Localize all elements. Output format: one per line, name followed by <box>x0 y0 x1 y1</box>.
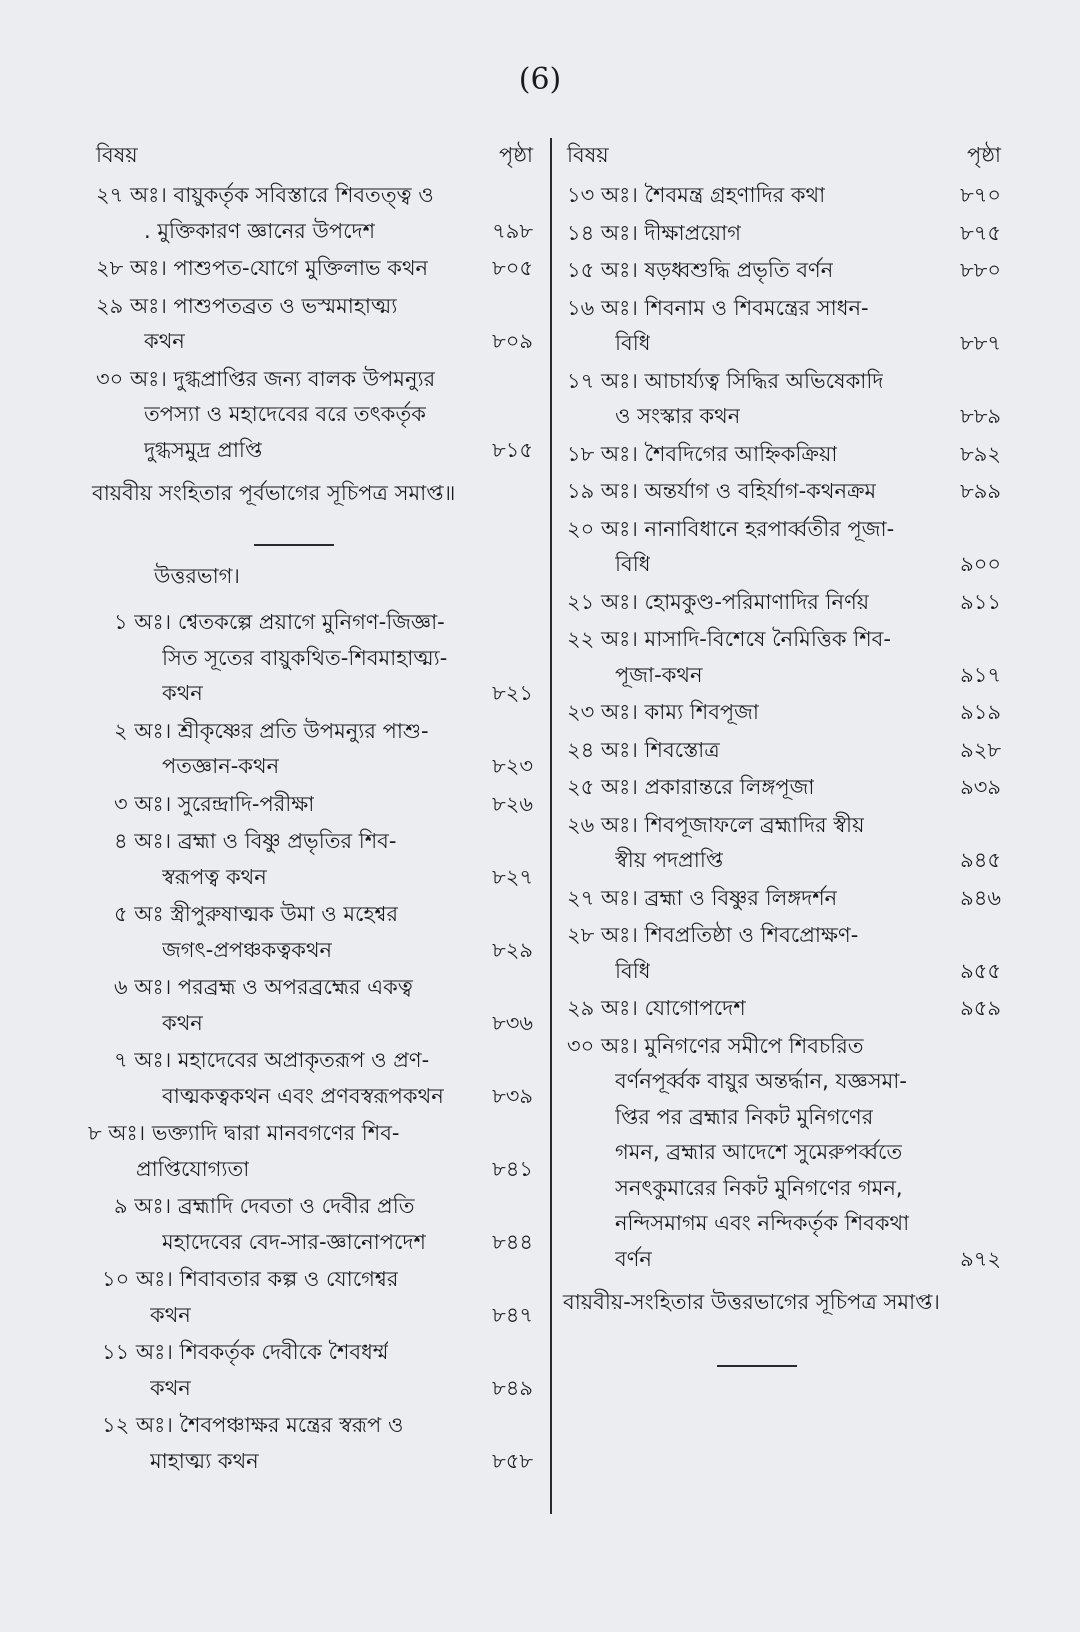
toc-entry-text: মাহাত্ম্য কথন <box>150 1448 259 1473</box>
toc-entry-line <box>567 547 1001 583</box>
toc-entry-text: ১৮ অঃ। শৈবদিগের আহ্নিকক্রিয়া <box>567 441 838 466</box>
page-heading: পৃষ্ঠা <box>966 143 1001 167</box>
toc-entry <box>96 1335 533 1406</box>
toc-entry-line <box>567 695 1001 731</box>
toc-entry-line <box>567 1171 1001 1207</box>
toc-entry <box>96 178 533 249</box>
left-header <box>96 138 533 174</box>
toc-entry <box>567 991 1001 1027</box>
toc-entry-text: ১০ অঃ। শিবাবতার কল্প ও যোগেশ্বর <box>102 1267 399 1291</box>
toc-entry <box>88 1116 533 1187</box>
page-heading: পৃষ্ঠা <box>498 143 533 167</box>
toc-entry-text: ১৩ অঃ। শৈবমন্ত্র গ্রহণাদির কথা <box>567 183 826 207</box>
toc-entry-text: জগৎ-প্রপঞ্চকত্বকথন <box>162 937 333 962</box>
toc-entry-line <box>114 605 533 641</box>
toc-entry-line <box>567 1206 1001 1242</box>
toc-page-number: ৮৩৬ <box>492 1010 533 1035</box>
toc-entry-text: পতজ্ঞান-কথন <box>162 754 280 778</box>
toc-page-number: ৮২১ <box>492 681 533 705</box>
toc-entry-line <box>114 714 533 750</box>
toc-entry-line <box>114 1006 533 1042</box>
toc-page-number: ৮৪১ <box>492 1156 533 1181</box>
toc-entry-text: ১৫ অঃ। ষড়ধ্বশুদ্ধি প্রভৃতি বর্ণন <box>567 258 834 282</box>
toc-entry-line <box>567 991 1001 1027</box>
toc-entry-line <box>567 733 1001 769</box>
toc-page-number: ৯৩৯ <box>960 775 1001 799</box>
toc-entry-text: কথন <box>162 681 203 705</box>
toc-entry-line <box>114 1079 533 1115</box>
toc-entry-line <box>114 897 533 933</box>
toc-entry <box>96 787 533 823</box>
toc-entry-text: বিধি <box>615 958 651 983</box>
toc-entry-text: ১৭ অঃ। আচার্য্যত্ব সিদ্ধির অভিষেকাদি <box>567 368 884 393</box>
toc-entry-line <box>567 1100 1001 1136</box>
toc-entry <box>567 178 1001 214</box>
toc-entry-text: ৩০ অঃ। মুনিগণের সমীপে শিবচরিত <box>567 1033 864 1058</box>
toc-page-number: ৮২৬ <box>492 791 533 816</box>
toc-entry-line <box>114 787 533 823</box>
toc-entry <box>567 253 1001 289</box>
toc-page-number: ৮৪৪ <box>492 1229 533 1254</box>
toc-entry-line <box>114 1043 533 1079</box>
toc-entry-text: মহাদেবের বেদ-সার-জ্ঞানোপদেশ <box>162 1229 426 1254</box>
toc-page-number: ৯৫৯ <box>960 996 1001 1020</box>
toc-entry <box>96 362 533 469</box>
toc-page-number: ৮৮৯ <box>960 404 1001 428</box>
toc-entry <box>96 289 533 360</box>
toc-entry-text: সনৎকুমারের নিকট মুনিগণের গমন, <box>615 1175 903 1200</box>
right-header <box>567 138 1001 174</box>
toc-entry-text: প্রাপ্তিযোগ্যতা <box>136 1156 250 1181</box>
toc-entry <box>96 714 533 785</box>
toc-page-number: ৮১৫ <box>492 437 533 462</box>
toc-entry-text: ২৭ অঃ। বায়ুকর্তৃক সবিস্তারে শিবতত্ত্ব ও <box>96 183 434 207</box>
toc-entry-text: ১৪ অঃ। দীক্ষাপ্রয়োগ <box>567 220 741 245</box>
toc-entry-text: গমন, ব্রহ্মার আদেশে সুমেরুপর্ব্বতে <box>615 1140 903 1164</box>
toc-entry-text: ৩০ অঃ। দুগ্ধপ্রাপ্তির জন্য বালক উপমন্যুর <box>96 366 436 391</box>
toc-entry-line <box>114 1225 533 1261</box>
toc-entry-text: কথন <box>162 1010 203 1035</box>
toc-entry-line <box>114 1189 533 1225</box>
toc-entry <box>567 733 1001 769</box>
toc-entry-line <box>567 512 1001 548</box>
toc-entry-line <box>88 1152 533 1188</box>
toc-page-number: ৭৯৮ <box>492 218 533 243</box>
toc-entry-line <box>114 749 533 785</box>
toc-entry-text: ১৬ অঃ। শিবনাম ও শিবমন্ত্রের সাধন- <box>567 295 869 320</box>
toc-entry-text: ২৬ অঃ। শিবপূজাফলে ব্রহ্মাদির স্বীয় <box>567 812 865 837</box>
toc-page-number: ৮৭৫ <box>960 220 1001 245</box>
toc-entry-text: ৭ অঃ। মহাদেবের অপ্রাকৃতরূপ ও প্রণ- <box>114 1048 430 1072</box>
toc-entry-line <box>96 397 533 433</box>
toc-entry-text: ১৯ অঃ। অন্তর্যাগ ও বহির্যাগ-কথনক্রম <box>567 479 877 503</box>
right-column <box>563 138 1001 1367</box>
toc-entry-line <box>567 291 1001 327</box>
page-number: (6) <box>518 62 562 97</box>
toc-entry-text: বিধি <box>615 552 651 576</box>
toc-entry <box>567 216 1001 252</box>
left-column <box>88 138 533 1481</box>
toc-entry-line <box>567 954 1001 990</box>
toc-entry-line <box>102 1262 533 1298</box>
toc-entry <box>567 364 1001 435</box>
toc-entry-text: প্তির পর ব্রহ্মার নিকট মুনিগণের <box>615 1104 874 1129</box>
toc-entry-text: সিত সূতের বায়ুকথিত-শিবমাহাত্ম্য- <box>162 645 448 670</box>
toc-page-number: ৮৭০ <box>960 183 1001 207</box>
toc-entry-line <box>96 178 533 214</box>
toc-entry <box>567 808 1001 879</box>
toc-entry-text: ৪ অঃ। ব্রহ্মা ও বিষ্ণু প্রভৃতির শিব- <box>114 829 397 853</box>
toc-entry-line <box>567 808 1001 844</box>
section-divider <box>254 544 334 546</box>
toc-entry-text: ও সংস্কার কথন <box>615 404 741 428</box>
toc-entry-line <box>567 918 1001 954</box>
toc-entry-text: বিধি <box>615 331 651 355</box>
toc-page-number: ৮২৩ <box>492 754 533 778</box>
toc-entry <box>567 1029 1001 1278</box>
toc-entry-line <box>567 474 1001 510</box>
toc-entry-text: দুগ্ধসমুদ্র প্রাপ্তি <box>144 437 263 462</box>
toc-entry-line <box>567 437 1001 473</box>
toc-entry-text: ২৮ অঃ। পাশুপত-যোগে মুক্তিলাভ কথন <box>96 256 429 280</box>
right-entries-list <box>567 178 1001 1277</box>
toc-entry-line <box>114 860 533 896</box>
toc-entry-line <box>567 622 1001 658</box>
toc-page-number: ৮২৭ <box>492 864 533 889</box>
toc-entry-line <box>567 770 1001 806</box>
toc-entry-text: ১২ অঃ। শৈবপঞ্চাক্ষর মন্ত্রের স্বরূপ ও <box>102 1413 404 1437</box>
toc-page-number: ৮৫৮ <box>492 1448 533 1473</box>
toc-page-number: ৮৮০ <box>960 258 1001 282</box>
toc-entry-text: ২৯ অঃ। পাশুপতব্রত ও ভস্মমাহাত্ম্য <box>96 293 398 318</box>
toc-entry <box>567 291 1001 362</box>
toc-entry-line <box>114 970 533 1006</box>
toc-entry-text: ৬ অঃ। পরব্রহ্ম ও অপরব্রহ্মের একত্ব <box>114 975 413 999</box>
toc-entry-text: ২০ অঃ। নানাবিধানে হরপার্ব্বতীর পূজা- <box>567 516 895 541</box>
toc-entry-text: বর্ণন <box>615 1246 652 1271</box>
toc-entry-text: কথন <box>150 1302 191 1327</box>
toc-page-number: ৮৯৯ <box>960 479 1001 503</box>
toc-page-number: ৯১৯ <box>960 700 1001 724</box>
toc-entry-line <box>567 1135 1001 1171</box>
toc-entry-line <box>96 324 533 360</box>
toc-entry <box>96 1189 533 1260</box>
column-divider <box>550 138 552 1514</box>
toc-entry-line <box>567 326 1001 362</box>
toc-entry-line <box>567 1064 1001 1100</box>
toc-entry-line <box>96 214 533 250</box>
toc-entry-line <box>96 289 533 325</box>
toc-page-number: ৮০৫ <box>492 256 533 280</box>
toc-entry-line <box>567 216 1001 252</box>
section-title: উত্তরভাগ। <box>154 564 240 588</box>
toc-entry <box>567 622 1001 693</box>
toc-entry-text: ২৮ অঃ। শিবপ্রতিষ্ঠা ও শিবপ্রোক্ষণ- <box>567 923 859 947</box>
toc-entry <box>96 605 533 712</box>
toc-entry-text: . মুক্তিকারণ জ্ঞানের উপদেশ <box>144 218 376 243</box>
toc-entry-line <box>102 1298 533 1334</box>
subject-heading: বিষয় <box>567 143 609 167</box>
toc-entry-line <box>102 1335 533 1371</box>
toc-entry <box>567 437 1001 473</box>
toc-entry <box>96 251 533 287</box>
toc-entry-text: নন্দিসমাগম এবং নন্দিকর্তৃক শিবকথা <box>615 1211 910 1235</box>
toc-entry <box>96 1262 533 1333</box>
part-end-note: বায়বীয়-সংহিতার উত্তরভাগের সূচিপত্র সমাপ্ত। <box>563 1290 940 1314</box>
toc-page-number: ৮৪৯ <box>492 1375 533 1400</box>
toc-entry-text: ২২ অঃ। মাসাদি-বিশেষে নৈমিত্তিক শিব- <box>567 627 891 651</box>
toc-page-number: ৮২৯ <box>492 937 533 962</box>
toc-entry <box>96 1408 533 1479</box>
toc-page-number: ৯৭২ <box>960 1246 1001 1271</box>
toc-page-number: ৯০০ <box>960 552 1001 576</box>
toc-page-number: ৯৫৫ <box>960 958 1001 983</box>
toc-entry-line <box>102 1371 533 1407</box>
toc-entry-text: স্বীয় পদপ্রাপ্তি <box>615 848 724 872</box>
toc-entry-line <box>567 364 1001 400</box>
toc-entry-text: ২১ অঃ। হোমকুণ্ড-পরিমাণাদির নির্ণয় <box>567 589 870 614</box>
toc-entry-line <box>114 676 533 712</box>
toc-page-number: ৮৩৯ <box>492 1083 533 1108</box>
toc-entry <box>567 695 1001 731</box>
toc-entry-text: তপস্যা ও মহাদেবের বরে তৎকর্তৃক <box>144 402 426 426</box>
toc-entry <box>96 1043 533 1114</box>
toc-page-number: ৯৪৫ <box>960 848 1001 872</box>
toc-entry <box>567 512 1001 583</box>
toc-entry <box>567 881 1001 917</box>
toc-entry-line <box>96 251 533 287</box>
toc-page-number: ৯১৭ <box>960 662 1001 687</box>
toc-entry-text: পূজা-কথন <box>615 662 703 687</box>
toc-entry-text: ২৫ অঃ। প্রকারান্তরে লিঙ্গপূজা <box>567 775 815 799</box>
toc-page-number: ৯১১ <box>960 589 1001 614</box>
toc-page-number: ৮৪৭ <box>492 1302 533 1327</box>
toc-entry-text: ৫ অঃ স্ত্রীপুরুষাত্মক উমা ও মহেশ্বর <box>114 902 399 926</box>
toc-entry <box>96 970 533 1041</box>
toc-entry <box>567 585 1001 621</box>
toc-page-number: ৯২৮ <box>960 737 1001 762</box>
toc-entry-line <box>567 658 1001 694</box>
toc-entry-text: ৩ অঃ। সুরেন্দ্রাদি-পরীক্ষা <box>114 791 315 816</box>
toc-entry-line <box>88 1116 533 1152</box>
part-end-note: বায়বীয় সংহিতার পূর্বভাগের সূচিপত্র সমাপ্ত॥ <box>92 481 456 505</box>
toc-entry-text: বাত্মকত্বকথন এবং প্রণবস্বরূপকথন <box>162 1083 444 1108</box>
toc-entry-line <box>102 1444 533 1480</box>
toc-entry-text: ৮ অঃ। ভক্ত্যাদি দ্বারা মানবগণের শিব- <box>88 1121 400 1145</box>
toc-entry-text: কথন <box>150 1375 191 1400</box>
toc-entry-line <box>102 1408 533 1444</box>
toc-entry-text: ৯ অঃ। ব্রহ্মাদি দেবতা ও দেবীর প্রতি <box>114 1194 415 1218</box>
toc-entry-line <box>567 253 1001 289</box>
toc-entry-line <box>567 843 1001 879</box>
toc-page-number: ৮৯২ <box>960 441 1001 466</box>
toc-entry-text: ২৩ অঃ। কাম্য শিবপূজা <box>567 700 760 724</box>
left-entries-list-2 <box>88 605 533 1479</box>
toc-entry-line <box>567 585 1001 621</box>
end-divider <box>717 1365 797 1367</box>
toc-entry-text: ২৭ অঃ। ব্রহ্মা ও বিষ্ণুর লিঙ্গদর্শন <box>567 885 838 910</box>
toc-entry-line <box>96 362 533 398</box>
subject-heading: বিষয় <box>96 143 138 167</box>
toc-entry-text: ২৪ অঃ। শিবস্তোত্র <box>567 737 720 762</box>
toc-entry-text: ২৯ অঃ। যোগোপদেশ <box>567 996 746 1020</box>
toc-entry-line <box>567 1242 1001 1278</box>
toc-entry-line <box>567 1029 1001 1065</box>
toc-entry-line <box>567 881 1001 917</box>
toc-entry-text: ১১ অঃ। শিবকর্তৃক দেবীকে শৈবধর্ম্ম <box>102 1340 389 1364</box>
toc-entry <box>96 824 533 895</box>
left-entries-list <box>96 178 533 468</box>
toc-entry-line <box>96 433 533 469</box>
toc-entry-text: স্বরূপত্ব কথন <box>162 864 267 889</box>
toc-entry <box>96 897 533 968</box>
toc-entry-line <box>114 933 533 969</box>
toc-entry <box>567 474 1001 510</box>
toc-page-number: ৮০৯ <box>492 329 533 353</box>
toc-entry-text: কথন <box>144 329 185 353</box>
toc-entry-text: ২ অঃ। শ্রীকৃষ্ণের প্রতি উপমন্যুর পাশু- <box>114 718 429 743</box>
toc-entry-text: ১ অঃ। শ্বেতকল্পে প্রয়াগে মুনিগণ-জিজ্ঞা- <box>114 610 445 634</box>
toc-entry <box>567 918 1001 989</box>
toc-entry-line <box>114 641 533 677</box>
toc-entry <box>567 770 1001 806</box>
toc-page-number: ৯৪৬ <box>960 885 1001 910</box>
toc-entry-text: বর্ণনপূর্ব্বক বায়ুর অন্তর্দ্ধান, যজ্ঞসমা- <box>615 1069 907 1093</box>
toc-entry-line <box>567 178 1001 214</box>
toc-entry-line <box>567 399 1001 435</box>
toc-entry-line <box>114 824 533 860</box>
toc-page-number: ৮৮৭ <box>960 331 1001 355</box>
